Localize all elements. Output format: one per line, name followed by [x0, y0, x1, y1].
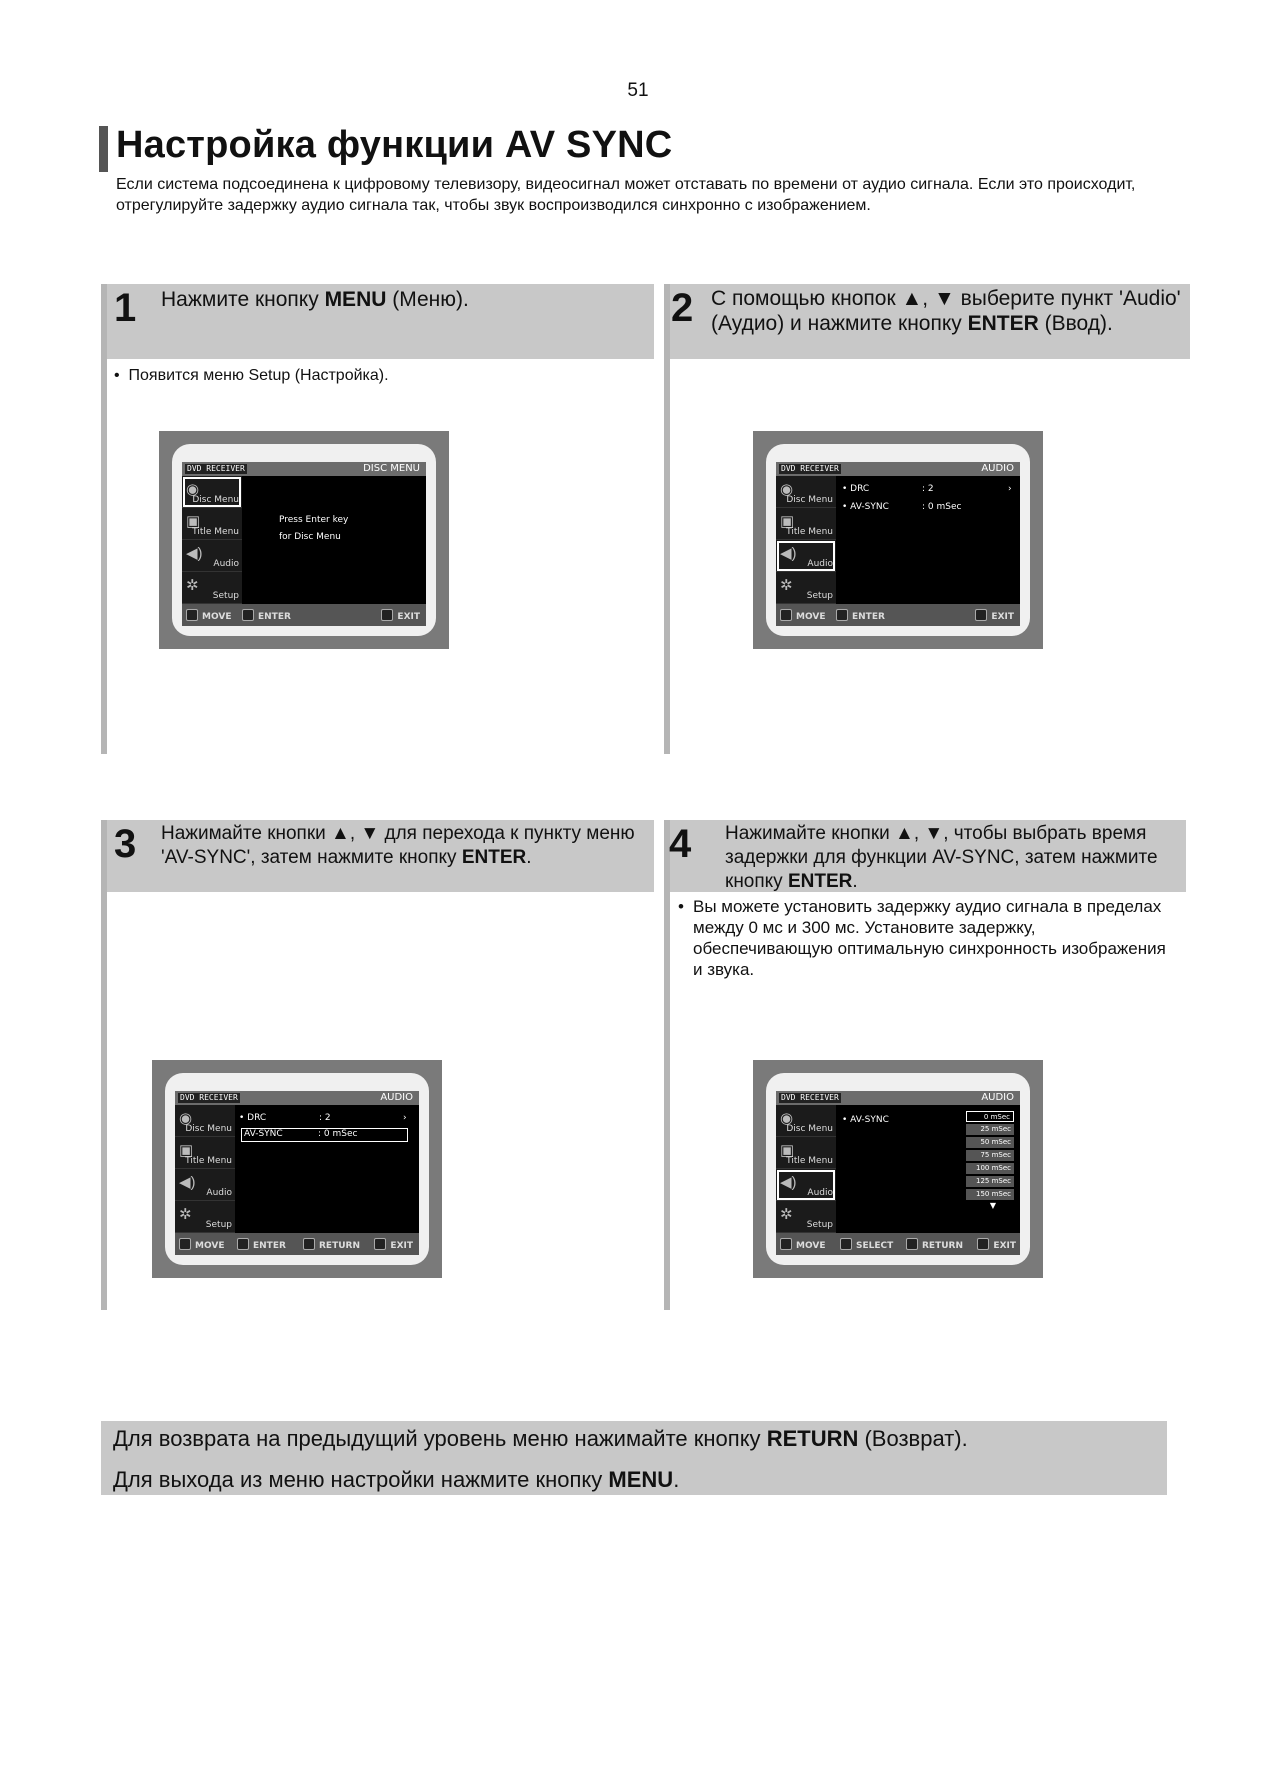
exit-icon	[381, 609, 393, 621]
side-item-label: Disc Menu	[185, 1124, 232, 1134]
move-icon	[780, 1238, 792, 1250]
side-item-label: Setup	[205, 1220, 232, 1230]
title-icon: ▣	[186, 513, 201, 530]
footer-exit	[977, 1238, 1016, 1251]
title-icon: ▣	[179, 1142, 194, 1159]
footer-exit-label: EXIT	[390, 1241, 413, 1251]
footer-exit	[381, 609, 420, 622]
menu-footer	[776, 604, 1020, 626]
footer-move	[780, 1238, 825, 1251]
disc-icon: ◉	[780, 1110, 794, 1127]
exit-icon	[975, 609, 987, 621]
menu-footer	[175, 1233, 419, 1255]
side-item-audio[interactable]	[182, 540, 242, 572]
step-3-text-post: .	[526, 847, 532, 868]
footer-move-label: MOVE	[202, 612, 232, 622]
bottom-note-return-pre: Для возврата на предыдущий уровень меню нажимайте кнопку	[113, 1426, 767, 1451]
footer-enter-label: ENTER	[852, 612, 885, 622]
disc-icon: ◉	[780, 481, 794, 498]
side-item-setup[interactable]	[776, 1201, 836, 1233]
brand-logo: DVD RECEIVER	[781, 1093, 839, 1102]
side-item-label: Title Menu	[786, 527, 833, 537]
footer-return	[303, 1238, 360, 1251]
side-item-audio[interactable]	[776, 1169, 836, 1201]
footer-move-label: MOVE	[796, 612, 826, 622]
brand-logo: DVD RECEIVER	[187, 464, 245, 473]
enter-icon	[242, 609, 254, 621]
move-icon	[179, 1238, 191, 1250]
side-item-label: Title Menu	[192, 527, 239, 537]
option-drc-label: DRC	[247, 1113, 267, 1123]
step-3-rule	[101, 820, 107, 1310]
side-item-label: Title Menu	[185, 1156, 232, 1166]
side-item-disc-menu[interactable]	[175, 1105, 235, 1137]
footer-enter	[242, 609, 291, 622]
footer-enter	[237, 1238, 286, 1251]
footer-move	[186, 609, 231, 622]
side-item-disc-menu[interactable]	[776, 1105, 836, 1137]
side-item-label: Disc Menu	[786, 1124, 833, 1134]
delay-option[interactable]: 100 mSec	[966, 1163, 1014, 1174]
footer-move	[780, 609, 825, 622]
step-4-text	[725, 822, 1175, 894]
chevron-right-icon: ›	[1008, 484, 1012, 494]
footer-return-label: RETURN	[922, 1241, 963, 1251]
disc-icon: ◉	[179, 1110, 193, 1127]
footer-enter-label: ENTER	[258, 612, 291, 622]
option-drc[interactable]: • DRC	[239, 1113, 267, 1123]
bottom-note-return	[113, 1426, 968, 1452]
footer-exit	[374, 1238, 413, 1251]
message-line-1: Press Enter key	[279, 515, 349, 525]
footer-move-label: MOVE	[195, 1241, 225, 1251]
step-1-rule	[101, 284, 107, 754]
tv-frame	[766, 1073, 1030, 1265]
side-item-label: Audio	[213, 559, 239, 569]
menu-footer	[776, 1233, 1020, 1255]
step-2-number: 2	[671, 286, 694, 330]
title-icon: ▣	[780, 513, 795, 530]
move-icon	[186, 609, 198, 621]
enter-icon	[237, 1238, 249, 1250]
footer-exit	[975, 609, 1014, 622]
delay-option[interactable]: 50 mSec	[966, 1137, 1014, 1148]
option-av-sync-highlight[interactable]	[241, 1128, 408, 1142]
delay-option[interactable]: 0 mSec	[966, 1111, 1014, 1122]
option-drc-value: : 2	[922, 484, 934, 494]
intro-paragraph: Если система подсоединена к цифровому телевизору, видеосигнал может отставать по времени от аудио сигнала. Если это происходит, отрегулируйте задержку аудио сигнала так, чтобы звук воспроизводился синхронно с изображением.	[116, 176, 1136, 214]
menu-title-bar	[776, 462, 1020, 476]
brand-logo: DVD RECEIVER	[781, 464, 839, 473]
step-1-bullet: • Появится меню Setup (Настройка).	[114, 367, 389, 384]
setup-sidebar	[175, 1105, 235, 1233]
footer-return-label: RETURN	[319, 1241, 360, 1251]
return-icon	[906, 1238, 918, 1250]
option-drc[interactable]: • DRC	[842, 484, 870, 494]
gear-icon: ✲	[186, 577, 199, 594]
step-2-text-pre: С помощью кнопок ▲, ▼ выберите пункт 'Audio' (Аудио) и нажмите кнопку	[711, 287, 1181, 335]
menu-title: AUDIO	[981, 1092, 1014, 1103]
footer-exit-label: EXIT	[993, 1241, 1016, 1251]
option-drc-label: DRC	[850, 484, 870, 494]
screen-audio-menu	[753, 431, 1043, 649]
option-av-sync-label: AV-SYNC	[244, 1129, 283, 1139]
step-3-number: 3	[114, 822, 137, 866]
side-item-label: Audio	[807, 1188, 833, 1198]
footer-exit-label: EXIT	[991, 612, 1014, 622]
side-item-label: Disc Menu	[786, 495, 833, 505]
step-2-key: ENTER	[967, 312, 1039, 335]
speaker-icon: ◀)	[179, 1174, 196, 1191]
footer-select	[840, 1238, 893, 1251]
delay-option[interactable]: 125 mSec	[966, 1176, 1014, 1187]
side-item-label: Title Menu	[786, 1156, 833, 1166]
footer-return	[906, 1238, 963, 1251]
gear-icon: ✲	[780, 577, 793, 594]
setup-sidebar	[776, 476, 836, 604]
side-item-label: Setup	[806, 1220, 833, 1230]
step-1-key: MENU	[324, 288, 387, 311]
footer-enter	[836, 609, 885, 622]
step-4-text-post: .	[852, 871, 858, 892]
brand-logo: DVD RECEIVER	[180, 1093, 238, 1102]
side-item-setup[interactable]	[175, 1201, 235, 1233]
side-item-label: Audio	[807, 559, 833, 569]
step-4-number: 4	[669, 822, 692, 866]
side-item-disc-menu[interactable]	[182, 476, 242, 508]
step-2-text	[711, 286, 1181, 336]
menu-footer	[182, 604, 426, 626]
option-drc-value: : 2	[319, 1113, 331, 1123]
step-4-key: ENTER	[787, 871, 853, 892]
return-icon	[303, 1238, 315, 1250]
screen-delay-options	[753, 1060, 1043, 1278]
tv-display	[776, 462, 1020, 626]
disc-icon: ◉	[186, 481, 200, 498]
bottom-note-return-key: RETURN	[766, 1426, 859, 1451]
side-item-disc-menu[interactable]	[776, 476, 836, 508]
tv-frame	[165, 1073, 429, 1265]
side-item-title-menu[interactable]	[776, 508, 836, 540]
option-av-sync-label: AV-SYNC	[850, 1115, 889, 1125]
speaker-icon: ◀)	[186, 545, 203, 562]
tv-display	[182, 462, 426, 626]
footer-exit-label: EXIT	[397, 612, 420, 622]
side-item-audio[interactable]	[175, 1169, 235, 1201]
gear-icon: ✲	[179, 1206, 192, 1223]
step-2-rule	[664, 284, 670, 754]
tv-display	[175, 1091, 419, 1255]
step-3-text-pre: Нажимайте кнопки ▲, ▼ для перехода к пункту меню 'AV-SYNC', затем нажмите кнопку	[161, 823, 635, 868]
menu-title: DISC MENU	[363, 463, 420, 474]
footer-select-label: SELECT	[856, 1241, 894, 1251]
footer-move-label: MOVE	[796, 1241, 826, 1251]
scroll-down-icon[interactable]: ▼	[989, 1201, 996, 1210]
side-item-label: Audio	[206, 1188, 232, 1198]
chevron-right-icon: ›	[403, 1113, 407, 1123]
bottom-note-menu-key: MENU	[608, 1467, 674, 1492]
delay-option[interactable]: 25 mSec	[966, 1124, 1014, 1135]
side-item-label: Setup	[212, 591, 239, 601]
step-4-bullet: • Вы можете установить задержку аудио сигнала в пределах между 0 мс и 300 мс. Установите задержку, обеспечивающую оптимальную синхронность изображения и звука.	[678, 896, 1178, 980]
footer-move	[179, 1238, 224, 1251]
menu-title-bar	[776, 1091, 1020, 1105]
screen-disc-menu	[159, 431, 449, 649]
enter-icon	[836, 609, 848, 621]
side-item-label: Setup	[806, 591, 833, 601]
step-4-bullet-text: Вы можете установить задержку аудио сигнала в пределах между 0 мс и 300 мс. Установите задержку, обеспечивающую оптимальную синхронность изображения и звука.	[693, 897, 1166, 979]
menu-title-bar	[182, 462, 426, 476]
gear-icon: ✲	[780, 1206, 793, 1223]
side-item-label: Disc Menu	[192, 495, 239, 505]
move-icon	[780, 609, 792, 621]
setup-sidebar	[776, 1105, 836, 1233]
exit-icon	[977, 1238, 989, 1250]
step-1-text-post: (Меню).	[386, 288, 469, 311]
menu-title: AUDIO	[981, 463, 1014, 474]
bottom-note-menu-post: .	[673, 1467, 680, 1492]
option-av-sync[interactable]: • AV-SYNC	[842, 502, 889, 512]
select-icon	[840, 1238, 852, 1250]
setup-sidebar	[182, 476, 242, 604]
tv-frame	[766, 444, 1030, 636]
menu-title-bar	[175, 1091, 419, 1105]
step-3-text	[161, 822, 641, 870]
screen-av-sync-select	[152, 1060, 442, 1278]
message-line-2: for Disc Menu	[279, 532, 341, 542]
side-item-setup[interactable]	[182, 572, 242, 604]
title-accent-bar	[99, 126, 108, 172]
delay-option[interactable]: 150 mSec	[966, 1189, 1014, 1200]
side-item-title-menu[interactable]	[776, 1137, 836, 1169]
step-1-text	[161, 287, 641, 312]
footer-enter-label: ENTER	[253, 1241, 286, 1251]
page-number: 51	[627, 80, 649, 101]
option-av-sync[interactable]: • AV-SYNC	[842, 1115, 889, 1125]
step-1-text-pre: Нажмите кнопку	[161, 288, 325, 311]
title-icon: ▣	[780, 1142, 795, 1159]
menu-title: AUDIO	[380, 1092, 413, 1103]
step-4-text-pre: Нажимайте кнопки ▲, ▼, чтобы выбрать время задержки для функции AV-SYNC, затем нажмите кнопку	[725, 823, 1158, 892]
option-av-sync-label: AV-SYNC	[850, 502, 889, 512]
tv-frame	[172, 444, 436, 636]
delay-option[interactable]: 75 mSec	[966, 1150, 1014, 1161]
speaker-icon: ◀)	[780, 1174, 797, 1191]
step-4-rule	[664, 820, 670, 1310]
bottom-note-return-post: (Возврат).	[858, 1426, 968, 1451]
side-item-setup[interactable]	[776, 572, 836, 604]
step-1-bullet-text: Появится меню Setup (Настройка).	[128, 367, 389, 384]
bottom-note-menu-pre: Для выхода из меню настройки нажмите кнопку	[113, 1467, 609, 1492]
side-item-title-menu[interactable]	[182, 508, 242, 540]
speaker-icon: ◀)	[780, 545, 797, 562]
option-av-sync-value: : 0 mSec	[922, 502, 962, 512]
side-item-title-menu[interactable]	[175, 1137, 235, 1169]
side-item-audio[interactable]	[776, 540, 836, 572]
step-2-text-post: (Ввод).	[1038, 312, 1113, 335]
step-1-number: 1	[114, 286, 137, 330]
bottom-note-menu	[113, 1467, 679, 1493]
exit-icon	[374, 1238, 386, 1250]
option-av-sync-value: : 0 mSec	[318, 1129, 358, 1139]
tv-display	[776, 1091, 1020, 1255]
step-3-key: ENTER	[461, 847, 527, 868]
page-title: Настройка функции AV SYNC	[116, 124, 673, 166]
